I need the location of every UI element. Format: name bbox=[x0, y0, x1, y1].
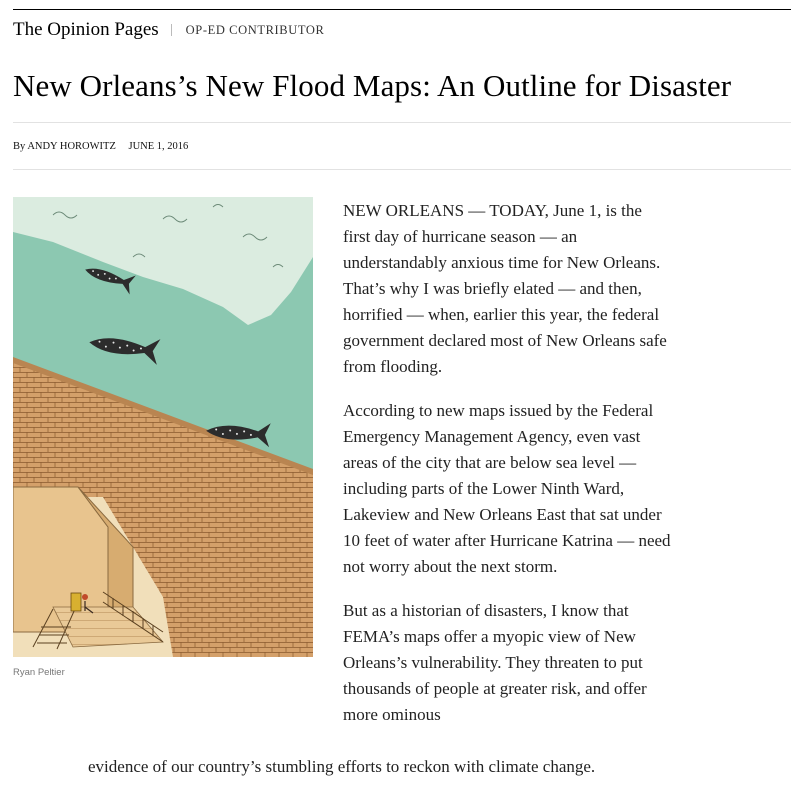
masthead-rule bbox=[13, 9, 791, 10]
byline bbox=[13, 141, 188, 152]
publish-date: JUNE 1, 2016 bbox=[128, 141, 189, 152]
byline-divider bbox=[13, 169, 791, 170]
article-body bbox=[343, 198, 673, 746]
image-credit: Ryan Peltier bbox=[13, 667, 65, 678]
section-divider bbox=[171, 24, 172, 36]
paragraph-3-continued: evidence of our country’s stumbling efforts to reckon with climate change. bbox=[88, 757, 596, 776]
paragraph-3: But as a historian of disasters, I know that FEMA’s maps offer a myopic view of New Orleans’s vulnerability. They threaten to put thousands of people at greater risk, and offer more ominous bbox=[343, 601, 647, 724]
section-link[interactable]: The Opinion Pages bbox=[13, 19, 159, 40]
headline-divider bbox=[13, 122, 791, 123]
article-headline: New Orleans’s New Flood Maps: An Outline for Disaster bbox=[13, 68, 732, 103]
byline-prefix: By bbox=[13, 141, 26, 152]
paragraph-1: NEW ORLEANS — TODAY, June 1, is the first day of hurricane season — an understandably anxious time for New Orleans. That’s why I was briefly elated — and then, horrified — when, earlier this year, the federal government declared most of New Orleans safe from flooding. bbox=[343, 201, 667, 376]
paragraph-2: According to new maps issued by the Federal Emergency Management Agency, even vast areas of the city that are below sea level — including parts of the Lower Ninth Ward, Lakeview and New Orleans East that sat under 10 feet of water after Hurricane Katrina — need not worry about the next storm. bbox=[343, 401, 671, 576]
author-link[interactable]: ANDY HOROWITZ bbox=[27, 141, 116, 152]
section-kicker: OP-ED CONTRIBUTOR bbox=[185, 22, 325, 37]
article-illustration bbox=[13, 197, 313, 657]
section-header bbox=[13, 18, 324, 42]
